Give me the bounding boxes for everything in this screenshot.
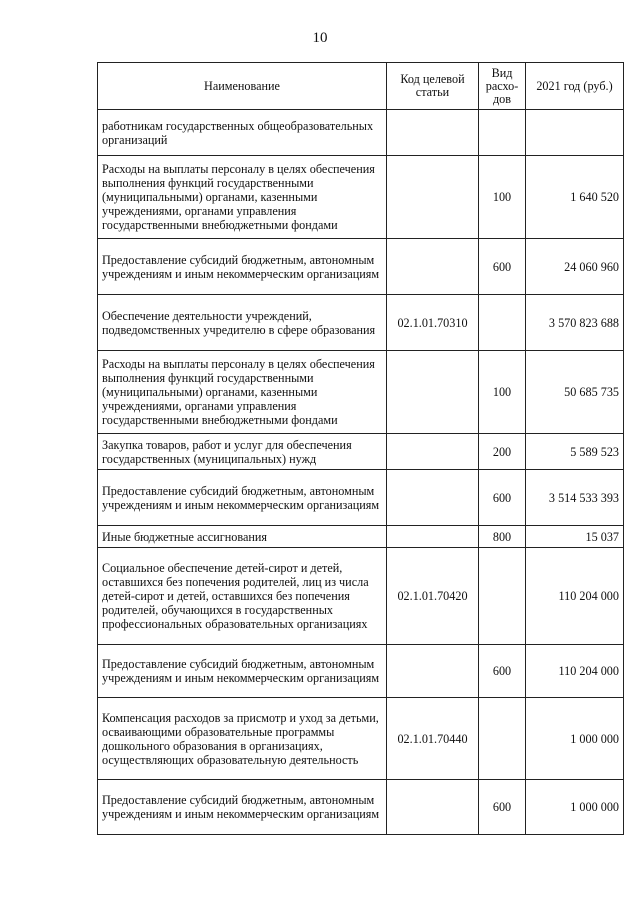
row-type	[479, 698, 526, 780]
row-code	[387, 351, 479, 434]
row-amount: 110 204 000	[526, 548, 624, 645]
row-name: Предоставление субсидий бюджетным, автономным учреждениям и иным некоммерческим организациям	[98, 645, 387, 698]
row-amount: 5 589 523	[526, 434, 624, 470]
table-row	[98, 470, 624, 526]
table-row	[98, 548, 624, 645]
row-code	[387, 645, 479, 698]
table-row	[98, 645, 624, 698]
row-amount: 1 000 000	[526, 698, 624, 780]
header-type: Вид расхо-дов	[479, 63, 526, 110]
row-name: Предоставление субсидий бюджетным, автономным учреждениям и иным некоммерческим организациям	[98, 780, 387, 835]
page-number: 10	[312, 30, 328, 46]
table-header-row	[98, 63, 624, 110]
row-code: 02.1.01.70420	[387, 548, 479, 645]
table-row	[98, 351, 624, 434]
row-type: 800	[479, 526, 526, 548]
row-amount	[526, 110, 624, 156]
row-code	[387, 526, 479, 548]
row-name: Предоставление субсидий бюджетным, автономным учреждениям и иным некоммерческим организациям	[98, 239, 387, 295]
row-type: 600	[479, 780, 526, 835]
row-code	[387, 470, 479, 526]
header-amount: 2021 год (руб.)	[526, 63, 624, 110]
row-name: Расходы на выплаты персоналу в целях обеспечения выполнения функций государственными (муниципальными) органами, казенными учреждениями, органами управления государственными внебюджетными фондами	[98, 351, 387, 434]
row-type: 200	[479, 434, 526, 470]
row-code	[387, 434, 479, 470]
row-code: 02.1.01.70310	[387, 295, 479, 351]
row-amount: 3 570 823 688	[526, 295, 624, 351]
table-row	[98, 526, 624, 548]
table-row	[98, 434, 624, 470]
row-name: Предоставление субсидий бюджетным, автономным учреждениям и иным некоммерческим организациям	[98, 470, 387, 526]
row-name: Расходы на выплаты персоналу в целях обеспечения выполнения функций государственными (муниципальными) органами, казенными учреждениями, органами управления государственными внебюджетными фондами	[98, 156, 387, 239]
row-code: 02.1.01.70440	[387, 698, 479, 780]
row-code	[387, 239, 479, 295]
table-row	[98, 110, 624, 156]
row-name: Обеспечение деятельности учреждений, подведомственных учредителю в сфере образования	[98, 295, 387, 351]
row-amount: 1 000 000	[526, 780, 624, 835]
row-type	[479, 295, 526, 351]
table-row	[98, 239, 624, 295]
row-type: 100	[479, 156, 526, 239]
row-amount: 3 514 533 393	[526, 470, 624, 526]
row-type	[479, 110, 526, 156]
budget-table	[97, 62, 624, 835]
row-amount: 24 060 960	[526, 239, 624, 295]
row-name: Закупка товаров, работ и услуг для обеспечения государственных (муниципальных) нужд	[98, 434, 387, 470]
row-name: работникам государственных общеобразовательных организаций	[98, 110, 387, 156]
row-type: 600	[479, 645, 526, 698]
row-amount: 110 204 000	[526, 645, 624, 698]
row-code	[387, 110, 479, 156]
header-code: Код целевой статьи	[387, 63, 479, 110]
row-name: Социальное обеспечение детей-сирот и детей, оставшихся без попечения родителей, лиц из числа детей-сирот и детей, оставшихся без попечения родителей, обучающихся в государственных профессиональных образовательных организациях	[98, 548, 387, 645]
table-row	[98, 156, 624, 239]
row-amount: 15 037	[526, 526, 624, 548]
header-name: Наименование	[98, 63, 387, 110]
row-type	[479, 548, 526, 645]
row-name: Иные бюджетные ассигнования	[98, 526, 387, 548]
row-code	[387, 780, 479, 835]
row-name: Компенсация расходов за присмотр и уход за детьми, осваивающими образовательные программы дошкольного образования в организациях, осуществляющих образовательную деятельность	[98, 698, 387, 780]
row-code	[387, 156, 479, 239]
row-amount: 50 685 735	[526, 351, 624, 434]
row-type: 600	[479, 239, 526, 295]
row-type: 600	[479, 470, 526, 526]
row-amount: 1 640 520	[526, 156, 624, 239]
table-row	[98, 698, 624, 780]
table-row	[98, 780, 624, 835]
table-row	[98, 295, 624, 351]
row-type: 100	[479, 351, 526, 434]
